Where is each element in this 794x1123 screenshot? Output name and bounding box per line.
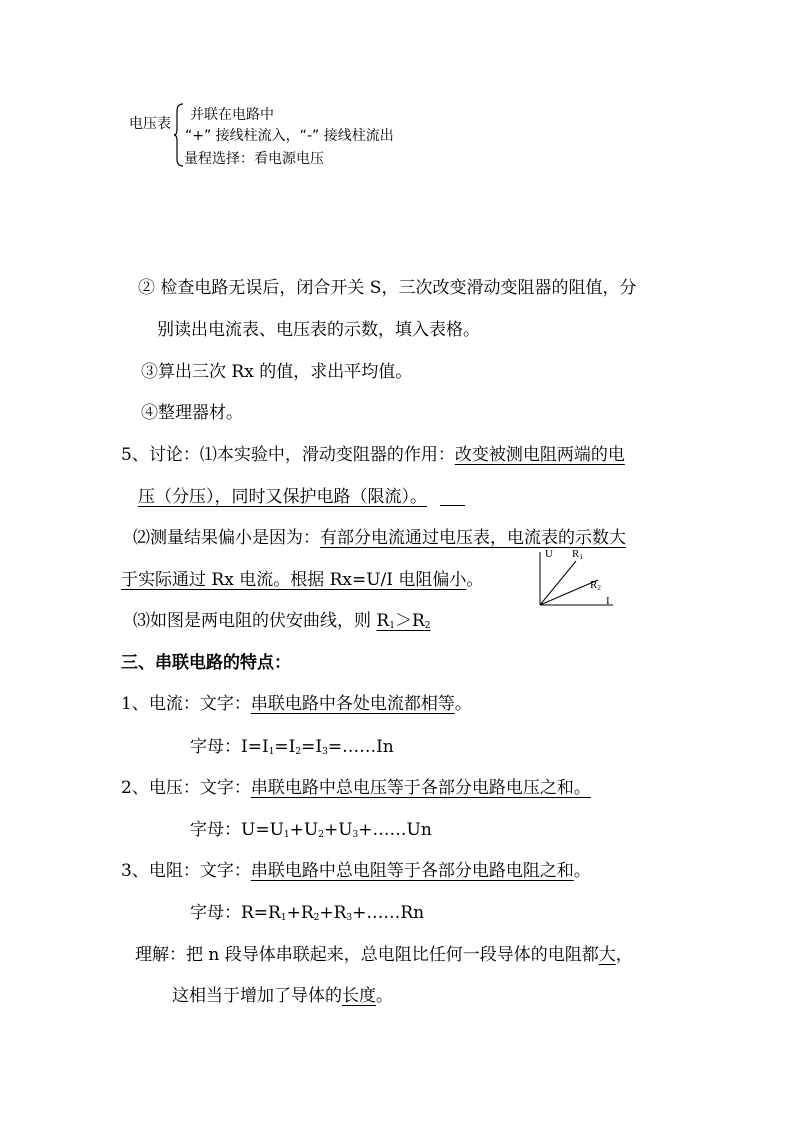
step-3: ③算出三次 Rx 的值，求出平均值。	[141, 362, 413, 382]
answer-underline-extension	[440, 505, 465, 506]
graph-r1-label	[572, 548, 583, 561]
series-resistance-end: 。	[573, 861, 591, 881]
step-2-line-2: 别读出电流表、电压表的示数，填入表格。	[157, 320, 480, 340]
voltage-formula-sub: 1	[283, 830, 290, 840]
series-voltage-prefix: 2、电压：文字：	[121, 778, 251, 798]
graph-r1-line	[540, 561, 576, 605]
resistance-formula-part: +……Rn	[352, 903, 425, 923]
understanding-end-2: 。	[376, 986, 393, 1006]
voltage-formula-sub: 3	[352, 830, 359, 840]
series-resistance-formula	[190, 898, 424, 923]
current-formula-part: I=I	[241, 737, 269, 757]
resistance-formula-part: R=R	[241, 903, 281, 923]
discussion-q2-prefix: ⑵测量结果偏小是因为：	[133, 528, 320, 548]
discussion-q1-prefix: 5、讨论：⑴本实验中，滑动变阻器的作用：	[121, 445, 455, 465]
series-resistance-prefix: 3、电阻：文字：	[121, 861, 251, 881]
ui-graph	[534, 544, 616, 608]
voltage-formula-sub: 2	[318, 830, 324, 840]
current-formula-part: =I	[274, 737, 296, 757]
understanding-end-1: ，	[615, 945, 633, 965]
graph-u-label: U	[545, 548, 553, 560]
voltage-formula-part: +U	[323, 820, 353, 840]
series-voltage	[121, 773, 591, 798]
discussion-q2-answer-1: 有部分电流通过电压表，电流表的示数大	[320, 528, 626, 548]
current-formula-label: 字母：	[190, 737, 241, 757]
voltmeter-item-terminals: “+” 接线柱流入，“-” 接线柱流出	[185, 128, 394, 144]
resistance-formula-sub: 2	[313, 913, 320, 923]
current-formula-sub: 1	[268, 747, 275, 757]
graph-r1-subscript: 1	[579, 553, 583, 561]
voltage-formula-part: +……Un	[358, 820, 432, 840]
r1-symbol: R	[376, 611, 390, 631]
voltage-formula-part: +U	[289, 820, 319, 840]
understanding-answer-2: 长度	[342, 986, 376, 1006]
resistance-formula-part: +R	[286, 903, 314, 923]
r1-subscript: 1	[389, 621, 395, 631]
series-current	[121, 689, 472, 714]
discussion-q2-end: 。	[466, 570, 484, 590]
discussion-q2-line-2	[121, 565, 483, 590]
discussion-q3-answer	[376, 611, 430, 631]
discussion-q1-answer-2: 压（分压），同时又保护电路（限流）。	[138, 487, 427, 507]
discussion-q2-answer-2: 于实际通过 Rx 电流。根据 Rx=U/I 电阻偏小	[121, 570, 467, 590]
graph-r1-symbol: R	[572, 548, 580, 560]
resistance-formula-part: +R	[319, 903, 347, 923]
voltage-formula-part: U=U	[241, 820, 284, 840]
understanding-prefix-2: 这相当于增加了导体的	[172, 986, 342, 1006]
voltmeter-item-range: 量程选择：看电源电压	[184, 151, 324, 167]
current-formula-sub: 3	[322, 747, 328, 757]
voltmeter-item-parallel: 并联在电路中	[190, 107, 274, 123]
series-heading: 三、串联电路的特点：	[121, 653, 291, 673]
series-resistance	[121, 856, 591, 881]
discussion-q3-prefix: ⑶如图是两电阻的伏安曲线，则	[133, 611, 377, 631]
series-voltage-formula	[190, 815, 432, 840]
understanding-answer-1: 大	[598, 945, 616, 965]
resistance-formula-sub: 1	[280, 913, 287, 923]
series-resistance-text: 串联电路中总电阻等于各部分电路电阻之和	[250, 861, 574, 881]
r2-symbol: R	[411, 611, 425, 631]
resistance-formula-label: 字母：	[190, 903, 241, 923]
series-current-text: 串联电路中各处电流都相等	[250, 694, 455, 714]
graph-r2-symbol: R	[590, 579, 598, 591]
current-formula-part: =……In	[327, 737, 394, 757]
series-voltage-text: 串联电路中总电压等于各部分电路电压之和。	[250, 778, 591, 798]
current-formula-sub: 2	[295, 747, 302, 757]
step-4: ④整理器材。	[141, 403, 243, 423]
graph-r2-label	[590, 579, 601, 592]
greater-than-sign: ＞	[394, 611, 412, 631]
discussion-q1-line-2	[138, 482, 427, 507]
step-2-line-1: ② 检查电路无误后，闭合开关 S，三次改变滑动变阻器的阻值，分	[138, 278, 637, 298]
understanding-prefix: 理解：把 n 段导体串联起来，总电阻比任何一段导体的电阻都	[135, 945, 599, 965]
discussion-q1-answer-1: 改变被测电阻两端的电	[454, 445, 625, 465]
graph-r2-subscript: 2	[597, 584, 601, 592]
voltage-formula-label: 字母：	[190, 820, 241, 840]
understanding-line-2	[172, 981, 393, 1006]
series-current-formula	[190, 732, 394, 757]
understanding-line-1	[135, 940, 633, 965]
resistance-formula-sub: 3	[346, 913, 353, 923]
voltmeter-label: 电压表	[129, 116, 171, 132]
current-formula-part: =I	[301, 737, 323, 757]
series-current-end: 。	[454, 694, 472, 714]
series-current-prefix: 1、电流：文字：	[121, 694, 251, 714]
r2-subscript: 2	[424, 621, 431, 631]
discussion-q1-line-1	[121, 440, 625, 465]
graph-i-label: I	[606, 595, 610, 607]
discussion-q3	[133, 606, 431, 631]
